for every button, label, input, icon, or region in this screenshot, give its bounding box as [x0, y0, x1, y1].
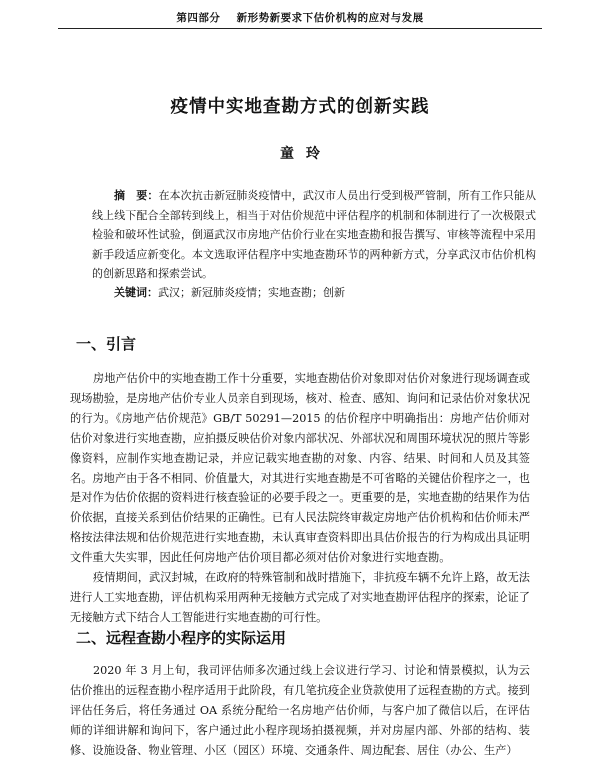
abstract-text: 在本次抗击新冠肺炎疫情中，武汉市人员出行受到极严管制，所有工作只能从线上线下配合全部转到线上，相当于对估价规范中评估程序的机制和体制进行了一次极限式检验和破坏性试验，倒逼武汉市房地产估价行业在实地查勘和报告撰写、审核等流程中采用新手段适应新变化。本文选取评估程序中实地查勘环节的两种新方式，分享武汉市估价机构的创新思路和探索尝试。 [92, 189, 537, 280]
author: 童玲 [280, 146, 332, 162]
abstract-label: 摘 要： [114, 189, 159, 202]
header-part: 第四部分 [176, 12, 221, 24]
paragraph: 2020 年 3 月上旬，我司评估师多次通过线上会议进行学习、讨论和情景模拟，认为云估价推出的远程查勘小程序适用于此阶段，有几笔抗疫企业贷款使用了远程查勘的方式。接到评估任务后，将任务通过 OA 系统分配给一名房地产估价师，与客户加了微信以后，在评估师的详细讲解和询问下，客户通过此小程序现场拍摄视频，并对房屋内部、外部的结构、装修、设施设备、物业管理、小区（园区）环境、交通条件、周边配套、居住（办公、生产） [70, 664, 530, 757]
paragraph: 疫情期间，武汉封城，在政府的特殊管制和战时措施下，非抗疫车辆不允许上路，故无法进行人工实地查勘，评估机构采用两种无接触方式完成了对实地查勘评估程序的探索，论证了无接触方式下结合人工智能进行实地查勘的可行性。 [70, 571, 530, 624]
keywords-label: 关键词： [114, 286, 158, 299]
keywords-text: 武汉；新冠肺炎疫情；实地查勘；创新 [158, 286, 345, 299]
paper-title: 疫情中实地查勘方式的创新实践 [170, 97, 430, 117]
header-rule [58, 28, 542, 29]
keywords [114, 284, 536, 302]
header-section: 新形势新要求下估价机构的应对与发展 [236, 12, 424, 24]
section-title-remote-survey: 二、远程查勘小程序的实际运用 [76, 629, 287, 647]
paragraph: 房地产估价中的实地查勘工作十分重要，实地查勘估价对象即对估价对象进行现场调查或现场勘验，是房地产估价专业人员亲自到现场，核对、检查、感知、询问和记录估价对象状况的行为。《房地产估价规范》GB/T 50291—2015 的估价程序中明确指出：房地产估价师对估价对象进行实地查勘，应拍摄反映估价对象内部状况、外部状况和周围环境状况的照片等影像资料，应制作实地查勘记录，并应记载实地查勘的对象、内容、结果、时间和人员及其签名。房地产由于各不相同、价值量大，对其进行实地查勘是不可省略的关键估价程序之一，也是对作为估价依据的资料进行核查验证的必要手段之一。更重要的是，实地查勘的结果作为估价依据，直接关系到估价结果的正确性。已有人民法院终审裁定房地产估价机构和估价师未严格按法律法规和估价规范进行实地查勘，未认真审查资料即出具估价报告的行为构成出具证明文件重大失实罪，因此任何房地产估价项目都必须对估价对象进行实地查勘。 [70, 372, 530, 565]
running-header [0, 10, 600, 25]
section-body-remote-survey [70, 661, 530, 761]
section-title-introduction: 一、引言 [76, 335, 137, 353]
section-body-introduction [70, 369, 530, 628]
abstract [92, 186, 536, 284]
